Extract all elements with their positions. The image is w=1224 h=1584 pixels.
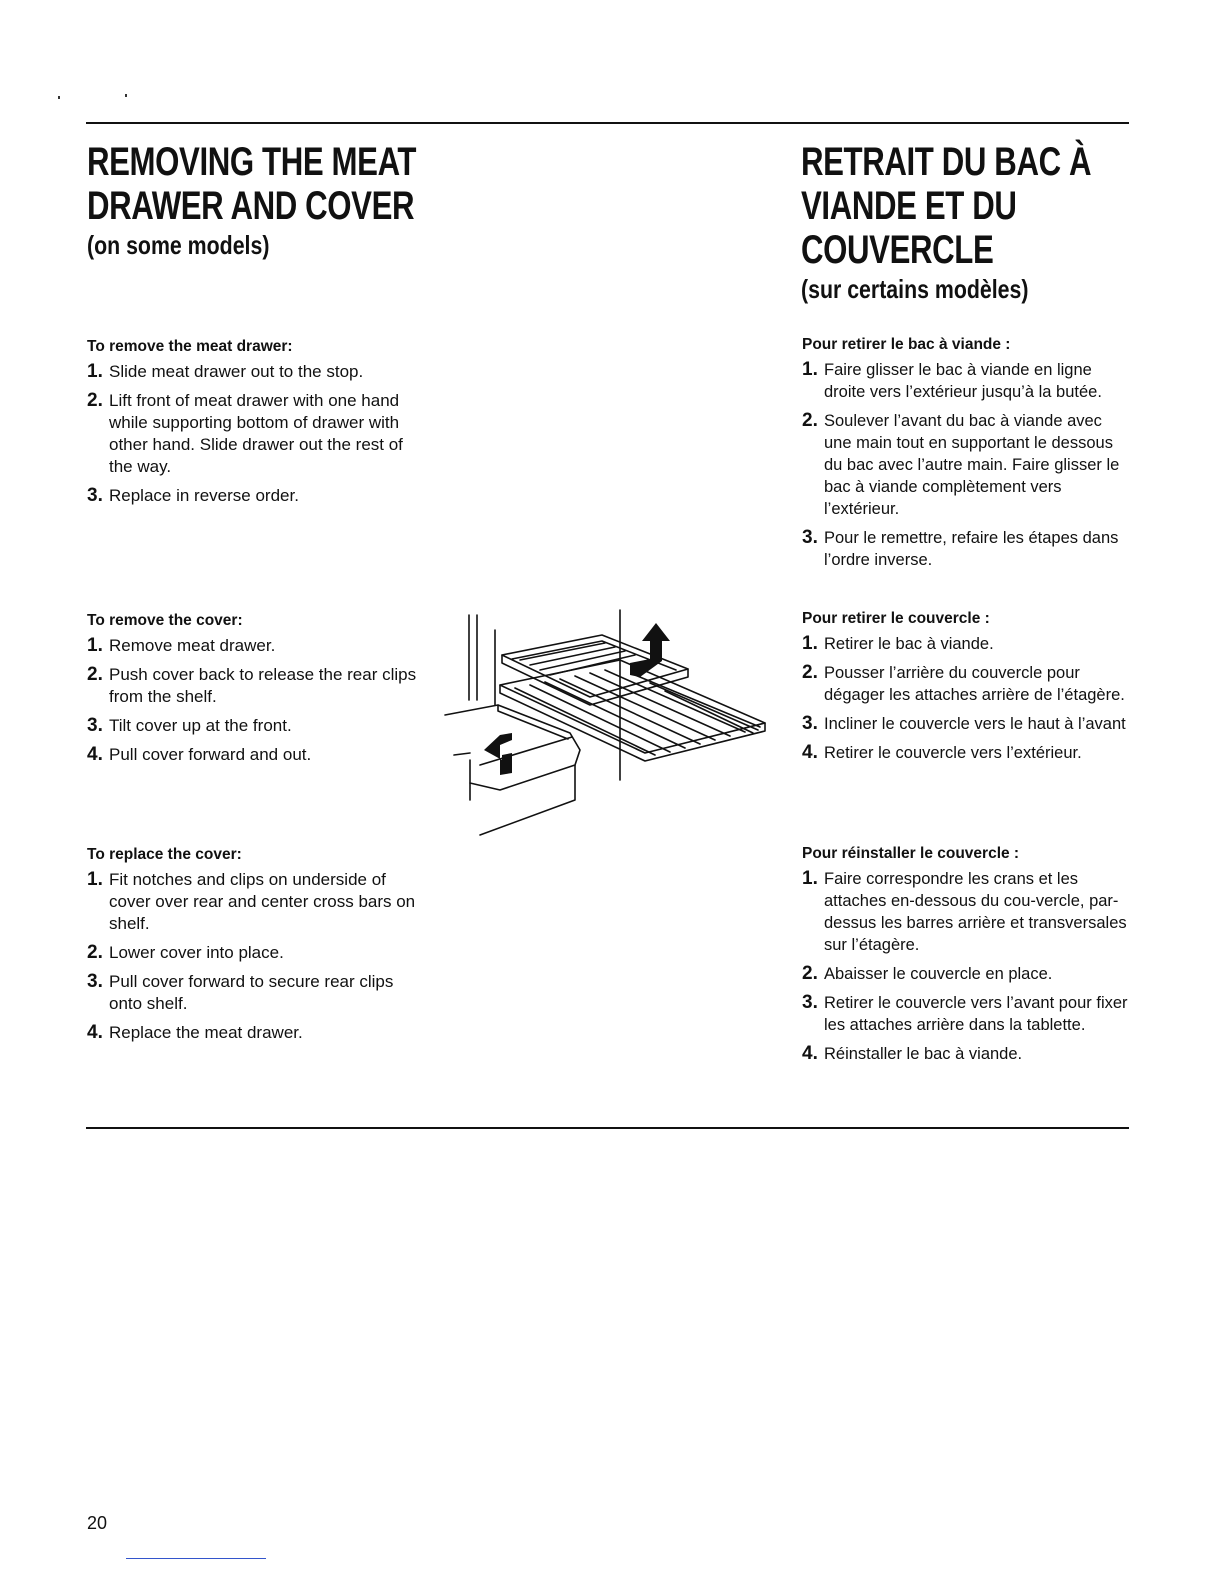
- step-text: Pour le remettre, refaire les étapes dans l’ordre inverse.: [824, 529, 1119, 569]
- section-heading: To remove the cover:: [87, 612, 243, 629]
- step-number: 4.: [802, 1043, 818, 1064]
- step-text: Soulever l’avant du bac à viande avec une main tout en supportant le dessous du bac avec l’autre main. Faire glisser le bac à viande complètement vers l’extérieur.: [824, 412, 1120, 518]
- step-item: [87, 971, 422, 1015]
- step-number: 1.: [87, 635, 103, 656]
- section-heading: Pour réinstaller le couvercle :: [802, 845, 1020, 862]
- step-item: [87, 390, 427, 478]
- english-title-line1: REMOVING THE MEAT: [87, 140, 417, 184]
- step-item: [87, 361, 427, 383]
- step-item: [802, 868, 1132, 956]
- step-text: Lift front of meat drawer with one hand while supporting bottom of drawer with other hand. Slide drawer out the rest of the way.: [109, 391, 403, 476]
- english-section-replace-cover: [87, 845, 422, 1051]
- top-divider: [86, 122, 1129, 124]
- french-section-remove-drawer: [802, 335, 1132, 578]
- step-item: [87, 869, 422, 935]
- english-column: [87, 140, 427, 260]
- step-item: [802, 527, 1132, 571]
- step-item: [87, 635, 417, 657]
- step-text: Faire correspondre les crans et les attaches en-dessous du cou-vercle, par-dessus les barres arrière et transversales sur l’étagère.: [824, 870, 1127, 954]
- step-item: [87, 1022, 422, 1044]
- step-number: 2.: [87, 390, 103, 411]
- scan-mark: [125, 94, 127, 97]
- step-number: 2.: [802, 410, 818, 431]
- step-text: Abaisser le couvercle en place.: [824, 965, 1053, 983]
- step-text: Tilt cover up at the front.: [109, 716, 292, 735]
- step-item: [87, 664, 417, 708]
- step-text: Retirer le bac à viande.: [824, 635, 994, 653]
- bottom-divider: [86, 1127, 1129, 1129]
- step-number: 1.: [802, 359, 818, 380]
- step-item: [802, 713, 1132, 735]
- section-heading: To replace the cover:: [87, 846, 242, 863]
- english-section-remove-drawer: [87, 337, 427, 514]
- footer-underline: [126, 1558, 266, 1559]
- step-item: [87, 715, 417, 737]
- step-item: [802, 410, 1132, 520]
- step-number: 2.: [802, 963, 818, 984]
- french-title-line1: RETRAIT DU BAC À: [801, 140, 1092, 184]
- step-item: [802, 742, 1132, 764]
- step-item: [802, 359, 1132, 403]
- step-number: 3.: [802, 992, 818, 1013]
- step-text: Pousser l’arrière du couvercle pour dégager les attaches arrière de l’étagère.: [824, 664, 1125, 704]
- step-text: Faire glisser le bac à viande en ligne droite vers l’extérieur jusqu’à la butée.: [824, 361, 1102, 401]
- step-number: 3.: [87, 971, 103, 992]
- step-item: [802, 662, 1132, 706]
- page-number: 20: [87, 1513, 108, 1533]
- step-item: [802, 992, 1132, 1036]
- step-text: Retirer le couvercle vers l’extérieur.: [824, 744, 1082, 762]
- step-text: Retirer le couvercle vers l’avant pour fixer les attaches arrière dans la tablette.: [824, 994, 1128, 1034]
- english-subtitle: (on some models): [87, 230, 270, 260]
- step-number: 3.: [87, 485, 103, 506]
- step-number: 2.: [87, 942, 103, 963]
- step-text: Slide meat drawer out to the stop.: [109, 362, 364, 381]
- french-title-line3: COUVERCLE: [801, 228, 994, 272]
- shelf-cover-illustration: [440, 605, 780, 845]
- step-number: 2.: [802, 662, 818, 683]
- step-text: Push cover back to release the rear clips from the shelf.: [109, 665, 417, 706]
- step-number: 1.: [87, 869, 103, 890]
- section-heading: To remove the meat drawer:: [87, 338, 293, 355]
- step-text: Replace in reverse order.: [109, 486, 299, 505]
- section-heading: Pour retirer le couvercle :: [802, 610, 990, 627]
- step-text: Pull cover forward to secure rear clips onto shelf.: [109, 972, 394, 1013]
- french-section-remove-cover: [802, 609, 1132, 771]
- step-item: [87, 942, 422, 964]
- step-text: Pull cover forward and out.: [109, 745, 312, 764]
- french-title-line2: VIANDE ET DU: [801, 184, 1017, 228]
- step-text: Remove meat drawer.: [109, 636, 276, 655]
- step-number: 1.: [802, 868, 818, 889]
- step-item: [87, 485, 427, 507]
- scan-mark: [58, 96, 60, 99]
- step-text: Replace the meat drawer.: [109, 1023, 303, 1042]
- step-number: 3.: [87, 715, 103, 736]
- french-section-replace-cover: [802, 844, 1132, 1072]
- step-number: 3.: [802, 713, 818, 734]
- step-item: [802, 1043, 1132, 1065]
- step-number: 4.: [87, 1022, 103, 1043]
- left-arrow-icon: [484, 733, 512, 775]
- step-text: Incliner le couvercle vers le haut à l’avant: [824, 715, 1126, 733]
- french-column: [801, 140, 1141, 304]
- step-item: [802, 963, 1132, 985]
- step-number: 4.: [802, 742, 818, 763]
- step-number: 4.: [87, 744, 103, 765]
- step-number: 2.: [87, 664, 103, 685]
- step-text: Fit notches and clips on underside of cover over rear and center cross bars on shelf.: [109, 870, 416, 933]
- step-number: 1.: [87, 361, 103, 382]
- up-arrow-icon: [630, 623, 670, 677]
- english-section-remove-cover: [87, 611, 417, 773]
- step-item: [802, 633, 1132, 655]
- step-number: 3.: [802, 527, 818, 548]
- section-heading: Pour retirer le bac à viande :: [802, 336, 1011, 353]
- step-text: Réinstaller le bac à viande.: [824, 1045, 1023, 1063]
- step-text: Lower cover into place.: [109, 943, 284, 962]
- english-title-line2: DRAWER AND COVER: [87, 184, 415, 228]
- french-subtitle: (sur certains modèles): [801, 274, 1029, 304]
- step-item: [87, 744, 417, 766]
- step-number: 1.: [802, 633, 818, 654]
